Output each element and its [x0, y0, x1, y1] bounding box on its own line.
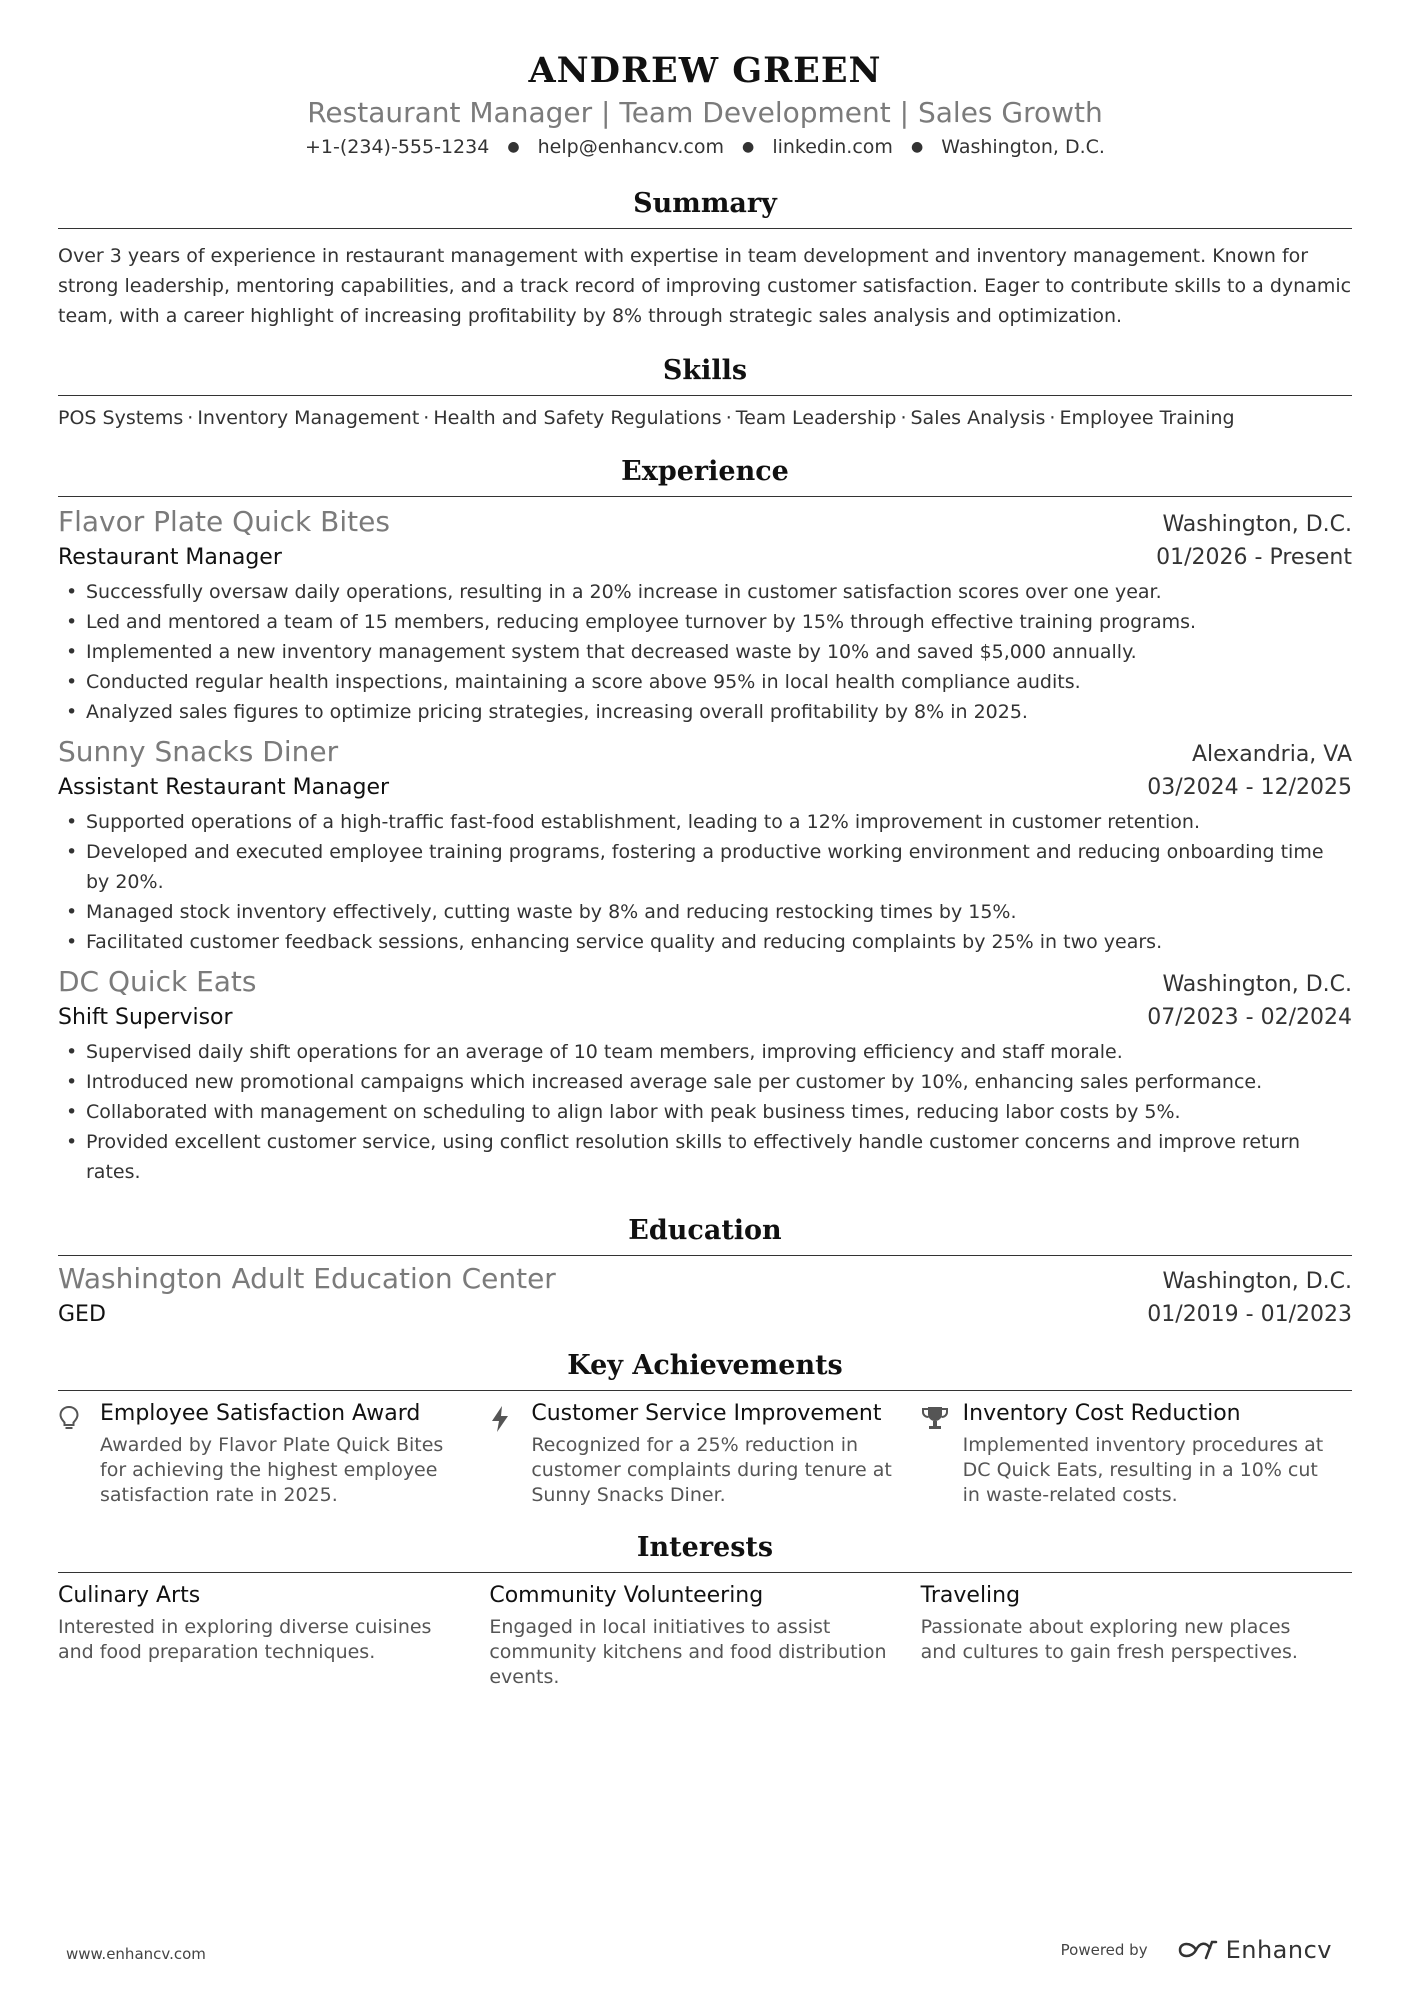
section-divider [58, 395, 1352, 396]
education-degree: GED [58, 1302, 106, 1327]
job-bullet: • Provided excellent customer service, using conflict resolution skills to effectively handle customer concerns and improve return rates. [58, 1127, 1352, 1187]
interest-title: Culinary Arts [58, 1583, 201, 1608]
skill-item: POS Systems [58, 407, 184, 429]
achievement-title: Customer Service Improvement [531, 1401, 882, 1426]
job-bullet: • Facilitated customer feedback sessions, enhancing service quality and reducing complaints by 25% in two years. [58, 927, 1352, 957]
interest-title: Community Volunteering [489, 1583, 764, 1608]
section-divider [58, 1572, 1352, 1573]
job-dates: 01/2026 - Present [1156, 545, 1352, 570]
section-title-summary: Summary [633, 188, 777, 219]
linkedin-link[interactable]: linkedin.com [772, 136, 893, 158]
job-dates: 07/2023 - 02/2024 [1147, 1005, 1352, 1030]
achievement-item [921, 1399, 1352, 1508]
skill-item: Inventory Management [197, 407, 420, 429]
job-bullet: • Conducted regular health inspections, maintaining a score above 95% in local health compliance audits. [58, 667, 1352, 697]
section-title-skills: Skills [662, 355, 748, 386]
footer-branding[interactable] [1061, 1936, 1332, 1964]
job-bullet: • Managed stock inventory effectively, cutting waste by 8% and reducing restocking times by 15%. [58, 897, 1352, 927]
lightbulb-icon [58, 1405, 80, 1431]
job-bullet: • Developed and executed employee training programs, fostering a productive working environment and reducing onboarding time by 20%. [58, 837, 1352, 897]
interests-section [58, 1530, 1352, 1690]
job-bullet: • Led and mentored a team of 15 members, reducing employee turnover by 15% through effective training programs. [58, 607, 1352, 637]
achievement-title: Inventory Cost Reduction [962, 1401, 1241, 1426]
separator-dot: ● [507, 139, 520, 155]
trophy-icon [921, 1405, 949, 1431]
experience-section [58, 454, 1352, 1187]
job-bullets [58, 577, 1352, 727]
job-company: Flavor Plate Quick Bites [58, 505, 390, 538]
summary-section [58, 186, 1352, 331]
education-section [58, 1213, 1352, 1332]
candidate-name: ANDREW GREEN [528, 50, 882, 91]
education-location: Washington, D.C. [1162, 1269, 1352, 1294]
job-bullet: • Analyzed sales figures to optimize pricing strategies, increasing overall profitability by 8% in 2025. [58, 697, 1352, 727]
achievement-item [489, 1399, 920, 1508]
skill-item: Team Leadership [735, 407, 897, 429]
section-title-achievements: Key Achievements [567, 1350, 843, 1381]
contact-line [58, 134, 1352, 160]
job-entry [58, 733, 1352, 957]
interest-item [58, 1581, 489, 1690]
phone: +1-(234)-555-1234 [305, 136, 490, 158]
job-bullet: • Introduced new promotional campaigns which increased average sale per customer by 10%, enhancing sales performance. [58, 1067, 1352, 1097]
job-dates: 03/2024 - 12/2025 [1147, 775, 1352, 800]
achievement-desc: Implemented inventory procedures at DC Quick Eats, resulting in a 10% cut in waste-related costs. [962, 1434, 1324, 1506]
interest-desc: Interested in exploring diverse cuisines and food preparation techniques. [58, 1616, 432, 1663]
footer-website-link[interactable]: www.enhancv.com [66, 1945, 206, 1963]
education-dates: 01/2019 - 01/2023 [1147, 1302, 1352, 1327]
achievement-desc: Recognized for a 25% reduction in customer complaints during tenure at Sunny Snacks Diner. [531, 1434, 892, 1506]
skills-list: POS Systems · Inventory Management · Health and Safety Regulations · Team Leadership · Sales Analysis · Employee Training [58, 407, 1235, 429]
lightning-icon [489, 1405, 511, 1433]
section-title-interests: Interests [636, 1532, 774, 1563]
job-bullet: • Collaborated with management on scheduling to align labor with peak business times, reducing labor costs by 5%. [58, 1097, 1352, 1127]
job-bullets [58, 1037, 1352, 1187]
interest-item [921, 1581, 1352, 1690]
summary-text: Over 3 years of experience in restaurant management with expertise in team development and inventory management. Known for strong leadership, mentoring capabilities, and a track record of improving customer satisfaction. Eager to contribute skills to a dynamic team, with a career highlight of increasing profitability by 8% through strategic sales analysis and optimization. [58, 245, 1352, 327]
skills-section [58, 353, 1352, 432]
powered-by-label: Powered by [1060, 1941, 1148, 1959]
skill-item: Health and Safety Regulations [433, 407, 722, 429]
interest-title: Traveling [920, 1583, 1021, 1608]
location: Washington, D.C. [941, 136, 1105, 158]
section-title-experience: Experience [621, 456, 789, 487]
job-location: Washington, D.C. [1162, 512, 1352, 537]
job-company: Sunny Snacks Diner [58, 735, 339, 768]
section-title-education: Education [628, 1215, 782, 1246]
section-divider [58, 228, 1352, 229]
email-link[interactable]: help@enhancv.com [537, 136, 724, 158]
interest-desc: Passionate about exploring new places and cultures to gain fresh perspectives. [920, 1616, 1298, 1663]
skill-item: Employee Training [1059, 407, 1235, 429]
section-divider [58, 496, 1352, 497]
brand-name: Enhancv [1225, 1936, 1332, 1964]
achievement-title: Employee Satisfaction Award [100, 1401, 421, 1426]
interest-item [489, 1581, 920, 1690]
achievements-section [58, 1348, 1352, 1508]
section-divider [58, 1390, 1352, 1391]
job-bullet: • Successfully oversaw daily operations, resulting in a 20% increase in customer satisfaction scores over one year. [58, 577, 1352, 607]
job-role: Assistant Restaurant Manager [58, 775, 390, 800]
job-company: DC Quick Eats [58, 965, 257, 998]
job-entry [58, 963, 1352, 1187]
job-entry [58, 503, 1352, 727]
skill-item: Sales Analysis [910, 407, 1046, 429]
job-location: Alexandria, VA [1191, 742, 1352, 767]
job-role: Shift Supervisor [58, 1005, 233, 1030]
achievement-desc: Awarded by Flavor Plate Quick Bites for achieving the highest employee satisfaction rate in 2025. [100, 1434, 444, 1506]
enhancv-logo-icon [1176, 1938, 1218, 1962]
separator-dot: ● [910, 139, 924, 155]
education-school: Washington Adult Education Center [58, 1262, 556, 1295]
interest-desc: Engaged in local initiatives to assist community kitchens and food distribution events. [489, 1616, 887, 1688]
job-bullet: • Supported operations of a high-traffic fast-food establishment, leading to a 12% improvement in customer retention. [58, 807, 1352, 837]
job-role: Restaurant Manager [58, 545, 282, 570]
achievement-item [58, 1399, 489, 1508]
headline: Restaurant Manager | Team Development | Sales Growth [307, 96, 1103, 129]
separator-dot: ● [742, 139, 755, 155]
job-location: Washington, D.C. [1162, 972, 1352, 997]
job-bullets [58, 807, 1352, 957]
section-divider [58, 1255, 1352, 1256]
job-bullet: • Supervised daily shift operations for an average of 10 team members, improving efficiency and staff morale. [58, 1037, 1352, 1067]
job-bullet: • Implemented a new inventory management system that decreased waste by 10% and saved $5,000 annually. [58, 637, 1352, 667]
